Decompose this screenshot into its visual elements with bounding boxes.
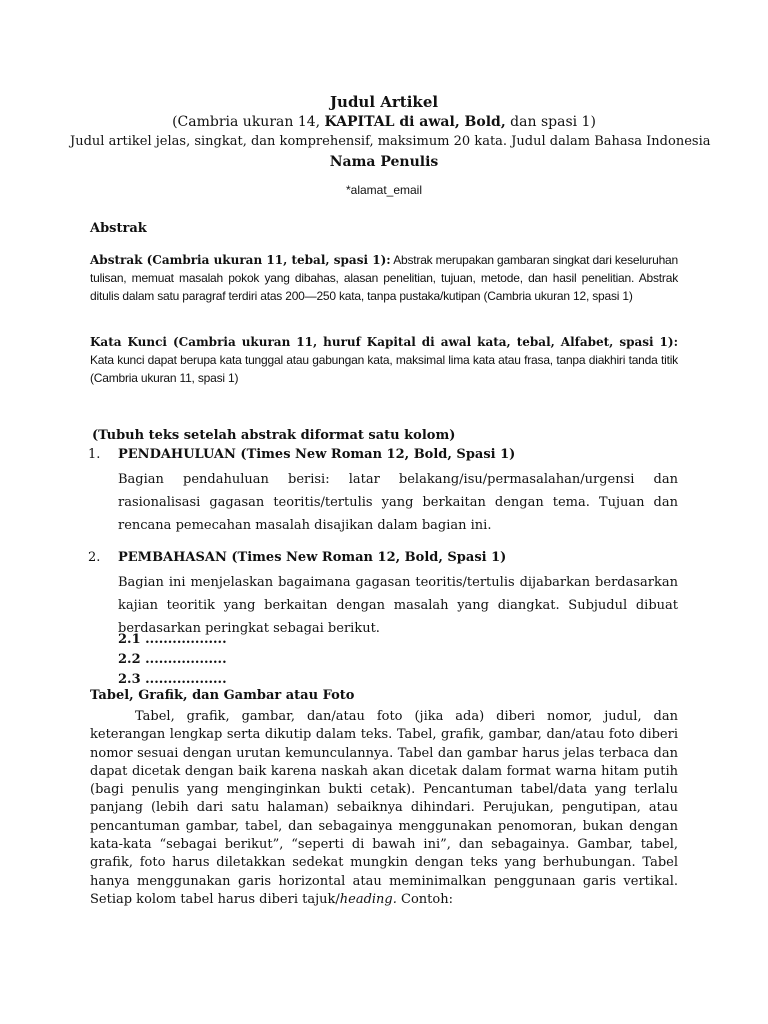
section-number: 1.: [88, 447, 101, 462]
section-introduction: [88, 446, 678, 537]
title-format-note: [70, 112, 698, 132]
author-name: Nama Penulis: [329, 154, 439, 170]
tables-heading: Tabel, Grafik, dan Gambar atau Foto: [90, 688, 355, 703]
article-header: [70, 92, 711, 198]
abstract-heading: Abstrak: [90, 221, 147, 236]
subsection-item: 2.3 ..................: [118, 672, 227, 687]
tables-paragraph: [90, 708, 678, 909]
subsection-item: 2.2 ..................: [118, 652, 227, 667]
tables-text: Tabel, grafik, gambar, dan/atau foto (jika ada) diberi nomor, judul, dan keterangan lengkap serta dikutip dalam teks. Tabel, grafik, gambar, dan/atau foto diberi nomor sesuai dengan urutan kemunculannya. Tabel dan gambar harus jelas terbaca dan dapat dicetak dengan baik karena naskah akan dicetak dalam format warna hitam putih (bagi penulis yang menginginkan bukti cetak). Pencantuman tabel/data yang terlalu panjang (lebih dari satu halaman) sebaiknya dihindari. Perujukan, pengutipan, atau pencantuman gambar, tabel, dan sebagainya menggunakan penomoran, bukan dengan kata-kata “sebagai berikut”, “seperti di bawah ini”, dan sebagainya. Gambar, tabel, grafik, foto harus diletakkan sedekat mungkin dengan teks yang berhubungan. Tabel hanya menggunakan garis horizontal atau meminimalkan penggunaan garis vertikal. Setiap kolom tabel harus diberi tajuk/: [90, 709, 678, 907]
abstract-text: Abstrak merupakan gambaran singkat dari keseluruhan tulisan, memuat masalah pokok yang dibahas, alasan penelitian, tujuan, metode, dan hasil penelitian. Abstrak ditulis dalam satu paragraf terdiri atas 200—250 kata, tanpa pustaka/kutipan (Cambria ukuran 12, spasi 1): [90, 253, 679, 303]
article-title: Judul Artikel: [329, 93, 439, 111]
format-note-bold: KAPITAL di awal, Bold,: [324, 114, 506, 130]
section-discussion: [88, 549, 678, 640]
format-note-part-2: dan spasi 1): [505, 114, 596, 130]
keywords-format-note: (Cambria ukuran 11, spasi 1): [90, 371, 239, 385]
section-title-note: (Times New Roman 12, Bold, Spasi 1): [235, 447, 516, 462]
section-title: PENDAHULUAN: [118, 447, 236, 462]
body-format-note: (Tubuh teks setelah abstrak diformat satu kolom): [92, 428, 456, 443]
section-heading: [118, 549, 678, 567]
keywords-paragraph: [90, 333, 678, 387]
tables-text-end: Contoh:: [396, 891, 453, 907]
title-description: Judul artikel jelas, singkat, dan komprehensif, maksimum 20 kata. Judul dalam Bahasa Indonesia: [70, 134, 711, 149]
abstract-paragraph: [90, 251, 678, 305]
section-text: Bagian ini menjelaskan bagaimana gagasan teoritis/tertulis dijabarkan berdasarkan kajian teoritik yang berkaitan dengan masalah yang diangkat. Subjudul dibuat berdasarkan peringkat sebagai berikut.: [118, 575, 678, 636]
section-title-note: (Times New Roman 12, Bold, Spasi 1): [226, 550, 507, 565]
section-number: 2.: [88, 550, 101, 565]
subsection-list: [118, 630, 227, 690]
section-title: PEMBAHASAN: [118, 550, 227, 565]
keywords-label: Kata Kunci (Cambria ukuran 11, huruf Kapital di awal kata, tebal, Alfabet, spasi 1):: [90, 335, 678, 349]
keywords-text: Kata kunci dapat berupa kata tunggal atau gabungan kata, maksimal lima kata atau frasa, tanpa diakhiri tanda titik: [90, 353, 678, 367]
abstract-label: Abstrak (Cambria ukuran 11, tebal, spasi 1):: [90, 253, 391, 267]
section-heading: [118, 446, 678, 464]
subsection-item: 2.1 ..................: [118, 632, 227, 647]
section-text: Bagian pendahuluan berisi: latar belakang/isu/permasalahan/urgensi dan rasionalisasi gagasan teoritis/tertulis yang berkaitan dengan tema. Tujuan dan rencana pemecahan masalah disajikan dalam bagian ini.: [118, 472, 678, 533]
format-note-part-1: (Cambria ukuran 14,: [172, 114, 325, 130]
author-email: *alamat_email: [345, 183, 423, 197]
tables-text-italic: heading.: [339, 891, 397, 907]
